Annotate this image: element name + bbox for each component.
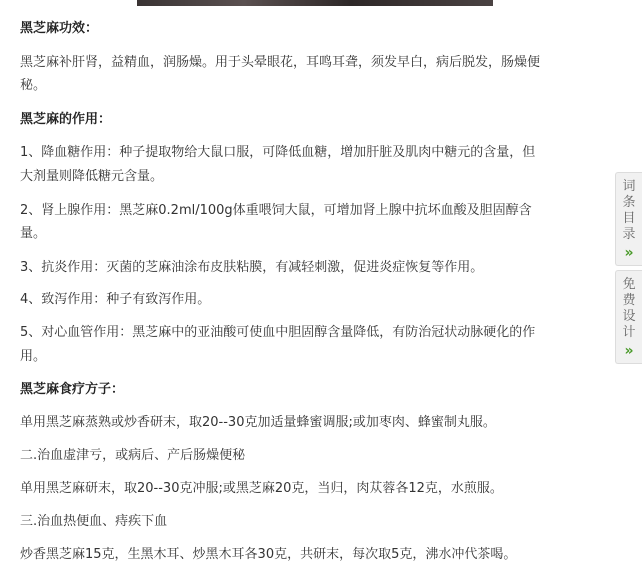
recipe-3-heading: 三.治血热便血、痔疾下血 <box>20 514 168 529</box>
item-3: 3、抗炎作用：灭菌的芝麻油涂布皮肤粘膜，有减轻刺激，促进炎症恢复等作用。 <box>20 260 484 275</box>
top-image-strip <box>137 0 493 6</box>
item-1-line2: 大剂量则降低糖元含量。 <box>20 169 164 184</box>
item-2-line2: 量。 <box>20 226 47 241</box>
section-heading-recipes: 黑芝麻食疗方子： <box>20 382 125 397</box>
item-2-line1: 2、肾上腺作用：黑芝麻0.2ml/100g体重喂饲大鼠，可增加肾上腺中抗坏血酸及胆固醇含 <box>20 203 532 218</box>
recipe-1: 单用黑芝麻蒸熟或炒香研末，取20--30克加适量蜂蜜调服;或加枣肉、蜂蜜制丸服。 <box>20 415 496 430</box>
item-5-line1: 5、对心血管作用：黑芝麻中的亚油酸可使血中胆固醇含量降低，有防治冠状动脉硬化的作 <box>20 325 536 340</box>
tab-toc-char: 录 <box>622 227 636 242</box>
sidebar-tab-toc[interactable] <box>615 172 642 266</box>
double-chevron-right-icon: » <box>624 343 634 359</box>
item-4: 4、致泻作用：种子有致泻作用。 <box>20 292 211 307</box>
tab-design-char: 免 <box>622 277 636 292</box>
tab-design-char: 费 <box>622 293 636 308</box>
recipe-3: 炒香黑芝麻15克，生黑木耳、炒黑木耳各30克，共研末，每次取5克，沸水冲代茶喝。 <box>20 547 517 562</box>
section-heading-effects: 黑芝麻功效： <box>20 21 99 36</box>
recipe-2: 单用黑芝麻研末，取20--30克冲服;或黑芝麻20克，当归，肉苁蓉各12克，水煎服。 <box>20 481 503 496</box>
tab-design-char: 计 <box>622 325 636 340</box>
tab-design-char: 设 <box>622 309 636 324</box>
item-1-line1: 1、降血糖作用：种子提取物给大鼠口服，可降低血糖，增加肝脏及肌肉中糖元的含量，但 <box>20 145 536 160</box>
tab-toc-char: 条 <box>622 195 636 210</box>
recipe-2-heading: 二.治血虚津亏，或病后、产后肠燥便秘 <box>20 448 246 463</box>
tab-toc-char: 目 <box>622 211 636 226</box>
sidebar-tab-free-design[interactable] <box>615 270 642 364</box>
tab-toc-char: 词 <box>622 179 636 194</box>
paragraph-effects-line2: 秘。 <box>20 78 47 93</box>
paragraph-effects-line1: 黑芝麻补肝肾，益精血，润肠燥。用于头晕眼花，耳鸣耳聋，须发早白，病后脱发，肠燥便 <box>20 55 541 70</box>
double-chevron-right-icon: » <box>624 245 634 261</box>
section-heading-functions: 黑芝麻的作用： <box>20 112 112 127</box>
item-5-line2: 用。 <box>20 349 47 364</box>
